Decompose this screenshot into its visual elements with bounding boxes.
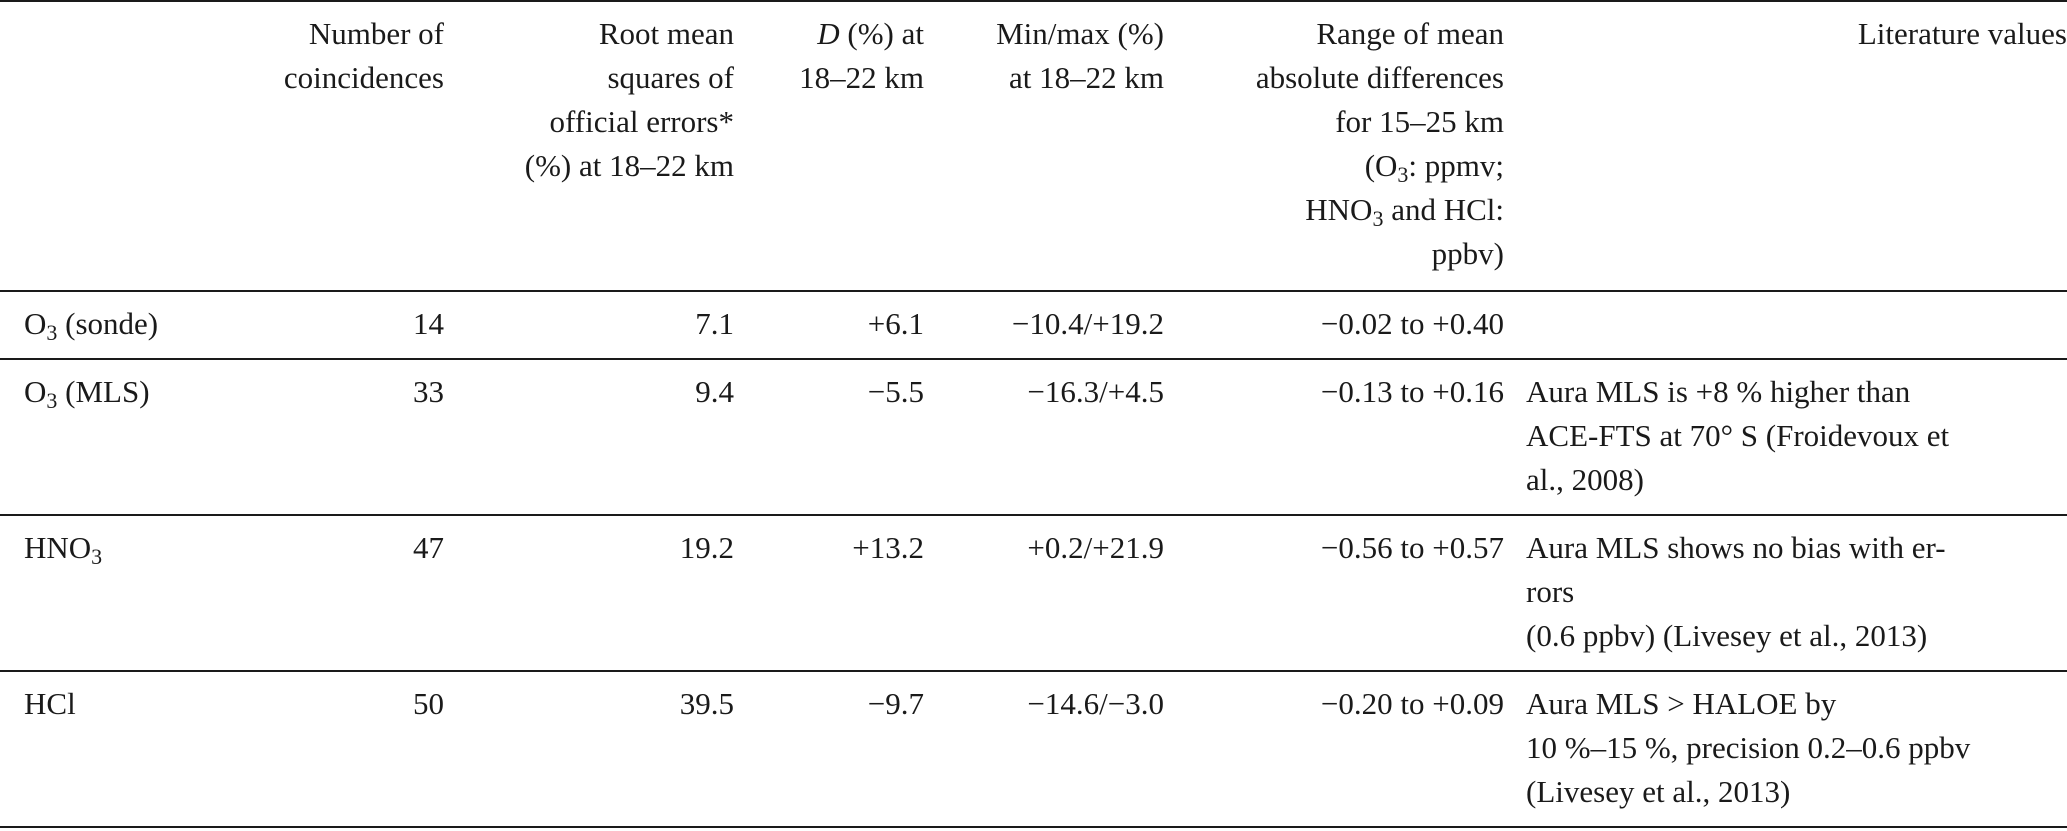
species-name: O: [24, 374, 47, 409]
header-range-ppmv: : ppmv;: [1408, 148, 1504, 183]
header-rms-line3: official errors*: [549, 104, 734, 139]
header-range-hcl: and HCl:: [1383, 192, 1504, 227]
row-spacer: [0, 291, 24, 359]
header-range-line6: ppbv): [1431, 236, 1504, 271]
table-row: [0, 291, 2067, 359]
header-coincidences: [194, 1, 444, 291]
row-spacer: [0, 515, 24, 671]
header-range-line1: Range of mean: [1316, 16, 1504, 51]
range-cell: −0.02 to +0.40: [1164, 291, 1504, 359]
species-name: O: [24, 306, 47, 341]
species-suffix: (sonde): [57, 306, 159, 341]
species-subscript: 3: [46, 320, 58, 345]
rms-cell: 9.4: [444, 359, 734, 515]
d-cell: −9.7: [734, 671, 924, 827]
literature-cell: [1526, 291, 2067, 359]
literature-line: 10 %–15 %, precision 0.2–0.6 ppbv: [1526, 730, 1971, 765]
table-header-row: [0, 1, 2067, 291]
row-spacer: [0, 671, 24, 827]
literature-line: Aura MLS is +8 % higher than: [1526, 374, 1911, 409]
header-range-line2: absolute differences: [1255, 60, 1504, 95]
table-row: [0, 359, 2067, 515]
species-cell: [24, 671, 194, 827]
header-range-line3: for 15–25 km: [1335, 104, 1504, 139]
header-rms: [444, 1, 734, 291]
coincidences-cell: 14: [194, 291, 444, 359]
rms-cell: 19.2: [444, 515, 734, 671]
d-cell: +6.1: [734, 291, 924, 359]
header-d-line1: [734, 12, 924, 56]
header-range: [1164, 1, 1504, 291]
minmax-cell: −14.6/−3.0: [924, 671, 1164, 827]
header-coincidences-line1: Number of: [308, 16, 444, 51]
species-subscript: 3: [46, 388, 58, 413]
header-d-unit: (%) at: [839, 16, 924, 51]
header-rms-line2: squares of: [607, 60, 734, 95]
header-rms-line4: (%) at 18–22 km: [524, 148, 734, 183]
minmax-cell: +0.2/+21.9: [924, 515, 1164, 671]
coincidences-cell: 33: [194, 359, 444, 515]
header-spacer: [0, 1, 24, 291]
species-name: HCl: [24, 686, 76, 721]
table-body: [0, 291, 2067, 827]
range-cell: −0.20 to +0.09: [1164, 671, 1504, 827]
coincidences-cell: 50: [194, 671, 444, 827]
species-cell: [24, 291, 194, 359]
species-cell: [24, 515, 194, 671]
row-spacer: [0, 359, 24, 515]
minmax-cell: −10.4/+19.2: [924, 291, 1164, 359]
coincidences-cell: 47: [194, 515, 444, 671]
d-cell: −5.5: [734, 359, 924, 515]
header-minmax-line2: at 18–22 km: [1009, 60, 1164, 95]
species-suffix: (MLS): [57, 374, 150, 409]
species-subscript: 3: [91, 544, 103, 569]
range-cell: −0.13 to +0.16: [1164, 359, 1504, 515]
table-row: [0, 515, 2067, 671]
header-range-o-sub: 3: [1397, 162, 1409, 187]
literature-line: Aura MLS shows no bias with er-: [1526, 530, 1946, 565]
header-literature-line1: Literature values: [1857, 16, 2067, 51]
literature-line: rors: [1526, 574, 1575, 609]
literature-cell: [1526, 515, 2067, 671]
literature-line: Aura MLS > HALOE by: [1526, 686, 1837, 721]
literature-cell: [1526, 671, 2067, 827]
header-minmax-line1: Min/max (%): [996, 16, 1164, 51]
header-d-symbol: D: [817, 16, 840, 51]
header-gap: [1504, 1, 1526, 291]
literature-line: al., 2008): [1526, 462, 1644, 497]
rms-cell: 39.5: [444, 671, 734, 827]
species-name: HNO: [24, 530, 92, 565]
header-range-o: (O: [1364, 148, 1398, 183]
header-literature: [1526, 1, 2067, 291]
literature-line: ACE-FTS at 70° S (Froidevoux et: [1526, 418, 1950, 453]
header-range-line4: [1164, 144, 1504, 188]
literature-cell: [1526, 359, 2067, 515]
rms-cell: 7.1: [444, 291, 734, 359]
header-rms-line1: Root mean: [598, 16, 734, 51]
literature-line: (Livesey et al., 2013): [1526, 774, 1791, 809]
literature-line: (0.6 ppbv) (Livesey et al., 2013): [1526, 618, 1928, 653]
header-range-line5: [1164, 188, 1504, 232]
header-coincidences-line2: coincidences: [283, 60, 444, 95]
header-species: [24, 1, 194, 291]
row-gap: [1504, 359, 1526, 515]
header-range-hno-sub: 3: [1372, 206, 1384, 231]
row-gap: [1504, 671, 1526, 827]
header-d: [734, 1, 924, 291]
species-cell: [24, 359, 194, 515]
row-gap: [1504, 515, 1526, 671]
table-row: [0, 671, 2067, 827]
header-minmax: [924, 1, 1164, 291]
row-gap: [1504, 291, 1526, 359]
d-cell: +13.2: [734, 515, 924, 671]
header-range-hno: HNO: [1305, 192, 1373, 227]
range-cell: −0.56 to +0.57: [1164, 515, 1504, 671]
header-d-line2: 18–22 km: [799, 60, 924, 95]
minmax-cell: −16.3/+4.5: [924, 359, 1164, 515]
